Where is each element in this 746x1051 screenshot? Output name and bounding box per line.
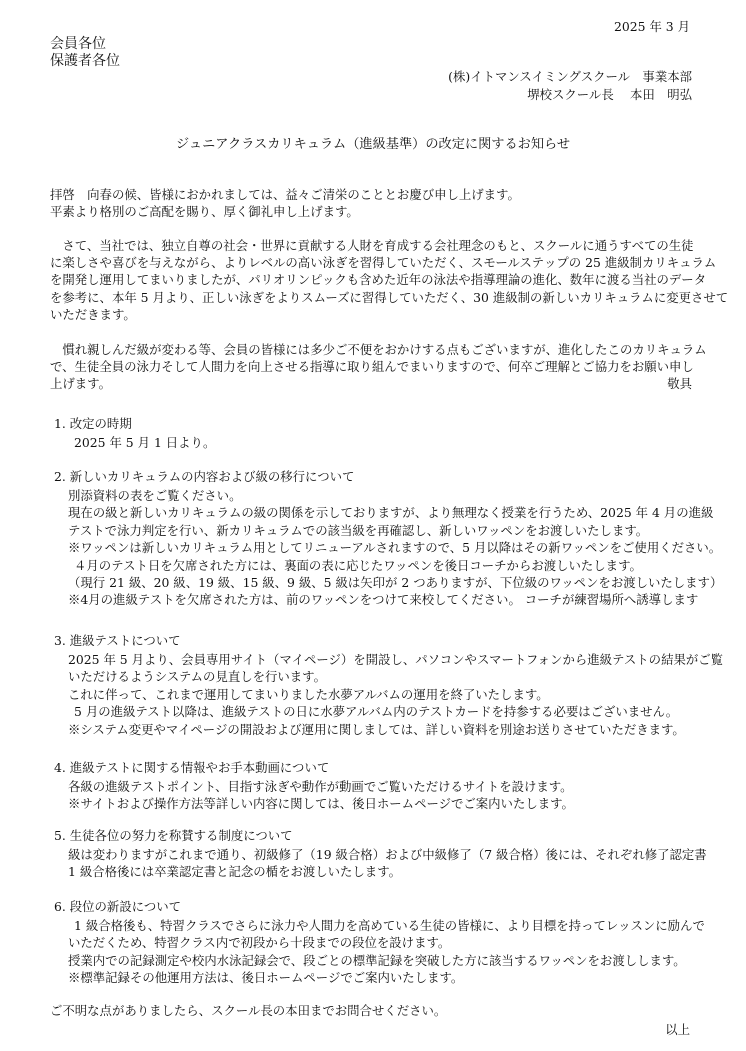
greeting-line: 平素より格別のご高配を賜り、厚く御礼申し上げます。: [50, 204, 359, 220]
section-heading: 5. 生徒各位の努力を称賛する制度について: [54, 828, 293, 843]
section-new-curriculum: [54, 468, 723, 609]
section-line: 1 級合格後も、特習クラスでさらに泳力や人間力を高めている生徒の皆様に、より目標を持ってレッスンに励んで: [74, 918, 705, 933]
body-line: で、生徒全員の泳力そして人間力を向上させる指導に取り組んでまいりますので、何卒ご理解とご協力をお願い申し: [50, 359, 694, 375]
section-line: ※4月の進級テストを欠席された方は、前のワッペンをつけて来校してください。 コーチが練習場所へ誘導します: [68, 592, 699, 608]
section-recognition-system: [54, 827, 707, 881]
section-line: ４月のテスト日を欠席された方には、裏面の表に応じたワッペンを後日コーチからお渡しいたします。: [74, 557, 642, 573]
closing-ijo: 以上: [665, 1022, 690, 1037]
section-test-info-videos: [54, 759, 694, 813]
section-line: 2025 年 5 月 1 日より。: [74, 435, 216, 450]
section-line: 各級の進級テストポイント、目指す泳ぎや動作が動画でご覧いただけるサイトを設けます。: [68, 779, 573, 794]
body-paragraph-1: [50, 237, 729, 323]
section-heading: 3. 進級テストについて: [54, 633, 181, 648]
greeting-paragraph: [50, 186, 694, 220]
section-line: ※ワッペンは新しいカリキュラム用としてリニューアルされますので、5 月以降はその新ワッペンをご使用ください。: [68, 540, 722, 556]
section-heading: 2. 新しいカリキュラムの内容および級の移行について: [54, 469, 355, 484]
section-line: いただくため、特習クラス内で初段から十段までの段位を設けます。: [68, 935, 451, 951]
inquiry-note: ご不明な点がありましたら、スクール長の本田までお問合せください。: [50, 1003, 447, 1018]
section-line: ※標準記録その他運用方法は、後日ホームページでご案内いたします。: [68, 970, 464, 986]
section-line: 2025 年 5 月より、会員専用サイト（マイページ）を開設し、パソコンやスマートフォンから進級テストの結果がご覧: [68, 652, 724, 667]
body-line: を開発し運用してまいりましたが、パリオリンピックも含めた近年の泳法や指導理論の進化、数年に渡る当社のデータ: [50, 272, 707, 288]
addressee-guardians: 保護者各位: [50, 53, 120, 69]
section-line: これに伴って、これまで運用してまいりました水夢アルバムの運用を終了いたします。: [68, 686, 549, 702]
section-revision-timing: [54, 415, 694, 451]
section-line: 1 級合格後には卒業認定書と記念の楯をお渡しいたします。: [68, 864, 401, 880]
section-line: （現行 21 級、20 級、19 級、15 級、9 級、5 級は矢印が 2 つありますが、下位級のワッペンをお渡しいたします）: [68, 574, 723, 590]
section-heading: 6. 段位の新設について: [54, 899, 182, 914]
section-line: いただけるようシステムの見直しを行います。: [68, 669, 326, 685]
section-line: ※システム変更やマイページの開設および運用に関しましては、詳しい資料を別途お送りさせていただきます。: [68, 721, 685, 737]
section-heading: 4. 進級テストに関する情報やお手本動画について: [54, 760, 330, 775]
document-date: 2025 年 3 月: [613, 19, 690, 34]
body-line: に楽しさや喜びを与えながら、よりレベルの高い泳ぎを習得していただく、スモールステップの 25 進級制カリキュラム: [50, 255, 717, 271]
document-title: ジュニアクラスカリキュラム（進級基準）の改定に関するお知らせ: [175, 137, 571, 152]
closing-keigu: 敬具: [667, 376, 692, 391]
body-line: を参考に、本年 5 月より、正しい泳ぎをよりスムーズに習得していただく、30 進級制の新しいカリキュラムに変更させて: [50, 289, 729, 305]
section-line: 5 月の進級テスト以降は、進級テストの日に水夢アルバム内のテストカードを持参する必要はございません。: [74, 704, 679, 720]
sender-person: 堺校スクール長 本田 明弘: [527, 87, 692, 102]
section-line: 別添資料の表をご覧ください。: [68, 488, 242, 503]
addressee-members: 会員各位: [50, 36, 106, 52]
section-line: 授業内での記録測定や校内水泳記録会で、段ごとの標準記録を突破した方に該当するワッペンをお渡しします。: [68, 952, 686, 968]
section-line: テストで泳力判定を行い、新カリキュラムでの該当級を再確認し、新しいワッペンをお渡しいたします。: [68, 522, 649, 538]
sender-company: (株)イトマンスイミングスクール 事業本部: [448, 69, 692, 84]
body-line: さて、当社では、独立自尊の社会・世界に貢献する人財を育成する会社理念のもと、スクールに通うすべての生徒: [50, 238, 694, 253]
section-line: 級は変わりますがこれまで通り、初級修了（19 級合格）および中級修了（7 級合格）後には、それぞれ修了認定書: [68, 847, 707, 862]
section-promotion-test: [54, 632, 724, 738]
section-heading: 1. 改定の時期: [54, 416, 132, 431]
body-line: いただきます。: [50, 306, 136, 322]
body-paragraph-2: [50, 341, 707, 393]
body-line: 慣れ親しんだ級が変わる等、会員の皆様には多少ご不便をおかけする点もございますが、進化したこのカリキュラム: [50, 342, 707, 357]
section-line: 現在の級と新しいカリキュラムの級の関係を示しておりますが、より無理なく授業を行うため、2025 年 4 月の進級: [68, 505, 714, 521]
section-line: ※サイトおよび操作方法等詳しい内容に関しては、後日ホームページでご案内いたします。: [68, 796, 574, 812]
body-line: 上げます。: [50, 376, 111, 392]
section-dan-ranks: [54, 898, 705, 987]
greeting-line: 拝啓 向春の候、皆様におかれましては、益々ご清栄のこととお慶び申し上げます。: [50, 187, 520, 202]
